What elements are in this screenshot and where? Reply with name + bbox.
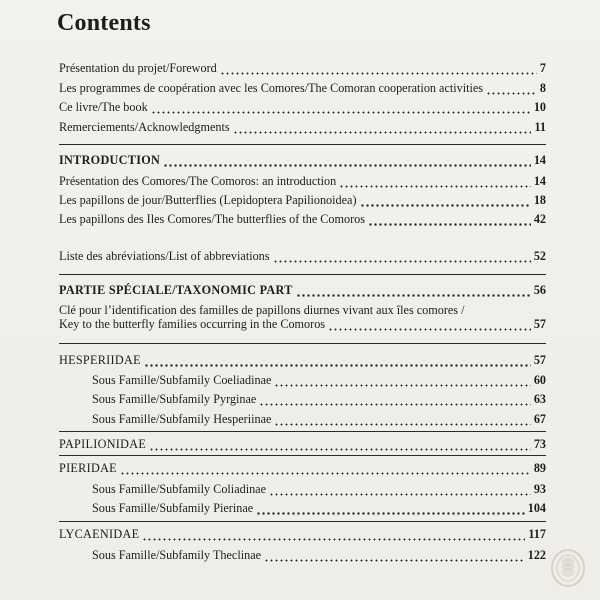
toc-entry-pieridae[interactable] <box>59 459 546 477</box>
section-divider <box>59 144 546 145</box>
toc-page-number: 122 <box>527 548 546 562</box>
toc-page-number: 7 <box>539 61 546 75</box>
watermark-seal-icon <box>548 548 588 588</box>
toc-entry-label: Remerciements/Acknowledgments <box>59 120 230 134</box>
toc-entry-comoros-butterflies[interactable] <box>59 210 546 228</box>
toc-page-number: 63 <box>533 392 546 406</box>
toc-entry-the-book[interactable] <box>59 98 546 116</box>
toc-page-number: 14 <box>533 174 546 188</box>
toc-page-number: 52 <box>533 249 546 263</box>
toc-entry-hesperiinae[interactable] <box>59 410 546 428</box>
dot-leader <box>120 465 531 475</box>
toc-page-number: 18 <box>533 193 546 207</box>
toc-entry-label: Ce livre/The book <box>59 100 148 114</box>
toc-entry-label: Les programmes de coopération avec les Comores/The Comoran cooperation activities <box>59 81 484 95</box>
toc-page-number: 60 <box>533 373 546 387</box>
toc-page-number: 89 <box>533 461 546 475</box>
dot-leader <box>151 104 531 114</box>
toc-page-number: 10 <box>533 100 546 114</box>
dot-leader <box>256 505 525 515</box>
toc-subfamily-label: Sous Famille/Subfamily Pierinae <box>92 501 254 515</box>
toc-entry-introduction[interactable] <box>59 151 546 169</box>
toc-section-label: PARTIE SPÉCIALE/TAXONOMIC PART <box>59 283 293 297</box>
dot-leader <box>273 253 531 263</box>
section-divider <box>59 274 546 275</box>
toc-entry-coeliadinae[interactable] <box>59 371 546 389</box>
toc-entry-label: Les papillons des Iles Comores/The butterflies of the Comoros <box>59 212 365 226</box>
dot-leader <box>163 157 531 167</box>
toc-entry-label: Liste des abréviations/List of abbreviations <box>59 249 270 263</box>
toc-page-number: 14 <box>533 153 546 167</box>
toc-entry-label: Key to the butterfly families occurring in the Comoros <box>59 317 326 331</box>
toc-entry-pierinae[interactable] <box>59 499 546 517</box>
dot-leader <box>149 441 531 451</box>
toc-entry-acknowledgments[interactable] <box>59 118 546 136</box>
toc-family-label: LYCAENIDAE <box>59 527 140 541</box>
toc-family-label: PIERIDAE <box>59 461 117 475</box>
toc-page-number: 73 <box>533 437 546 451</box>
toc-entry-key-families[interactable] <box>59 315 546 333</box>
dot-leader <box>144 357 531 367</box>
dot-leader <box>274 416 530 426</box>
toc-entry-comoros-introduction[interactable] <box>59 172 546 190</box>
toc-section-label: INTRODUCTION <box>59 153 161 167</box>
dot-leader <box>274 377 530 387</box>
dot-leader <box>264 552 525 562</box>
toc-entry-theclinae[interactable] <box>59 546 546 564</box>
toc-page-number: 117 <box>528 527 546 541</box>
toc-family-label: PAPILIONIDAE <box>59 437 147 451</box>
toc-subfamily-label: Sous Famille/Subfamily Coliadinae <box>92 482 266 496</box>
dot-leader <box>220 65 537 75</box>
toc-entry-coliadinae[interactable] <box>59 480 546 498</box>
dot-leader <box>339 178 531 188</box>
dot-leader <box>259 396 531 406</box>
toc-entry-hesperiidae[interactable] <box>59 351 546 369</box>
dot-leader <box>328 321 531 331</box>
toc-subfamily-label: Sous Famille/Subfamily Theclinae <box>92 548 262 562</box>
toc-entry-taxonomic-part[interactable] <box>59 281 546 299</box>
toc-page-number: 57 <box>533 317 546 331</box>
toc-subfamily-label: Sous Famille/Subfamily Coeliadinae <box>92 373 272 387</box>
toc-entry-lycaenidae[interactable] <box>59 525 546 543</box>
toc-entry-abbreviations[interactable] <box>59 247 546 265</box>
toc-family-label: HESPERIIDAE <box>59 353 141 367</box>
toc-subfamily-label: Sous Famille/Subfamily Hesperiinae <box>92 412 272 426</box>
toc-entry-label: Présentation des Comores/The Comoros: an introduction <box>59 174 337 188</box>
section-divider <box>59 521 546 522</box>
dot-leader <box>142 531 525 541</box>
toc-page-number: 11 <box>534 120 546 134</box>
toc-page-number: 104 <box>527 501 546 515</box>
dot-leader <box>368 216 531 226</box>
toc-page-number: 57 <box>533 353 546 367</box>
dot-leader <box>486 85 537 95</box>
dot-leader <box>269 486 531 496</box>
toc-page-number: 8 <box>539 81 546 95</box>
toc-entry-cooperation[interactable] <box>59 79 546 97</box>
toc-entry-label: Présentation du projet/Foreword <box>59 61 217 75</box>
dot-leader <box>296 287 531 297</box>
toc-page-number: 56 <box>533 283 546 297</box>
toc-subfamily-label: Sous Famille/Subfamily Pyrginae <box>92 392 257 406</box>
section-divider <box>59 343 546 344</box>
toc-entry-pyrginae[interactable] <box>59 390 546 408</box>
toc-entry-foreword[interactable] <box>59 59 546 77</box>
toc-entry-papilionidae[interactable] <box>59 435 546 453</box>
toc-page-number: 93 <box>533 482 546 496</box>
section-divider <box>59 431 546 432</box>
dot-leader <box>360 197 531 207</box>
toc-entry-label: Les papillons de jour/Butterflies (Lepidoptera Papilionoidea) <box>59 193 357 207</box>
toc-entry-key-line1: Clé pour l’identification des familles de papillons diurnes vivant aux îles comores / <box>59 303 465 317</box>
dot-leader <box>233 124 532 134</box>
toc-page-number: 42 <box>533 212 546 226</box>
section-divider <box>59 455 546 456</box>
page-title: Contents <box>57 10 151 36</box>
toc-entry-butterflies[interactable] <box>59 191 546 209</box>
toc-page-number: 67 <box>533 412 546 426</box>
